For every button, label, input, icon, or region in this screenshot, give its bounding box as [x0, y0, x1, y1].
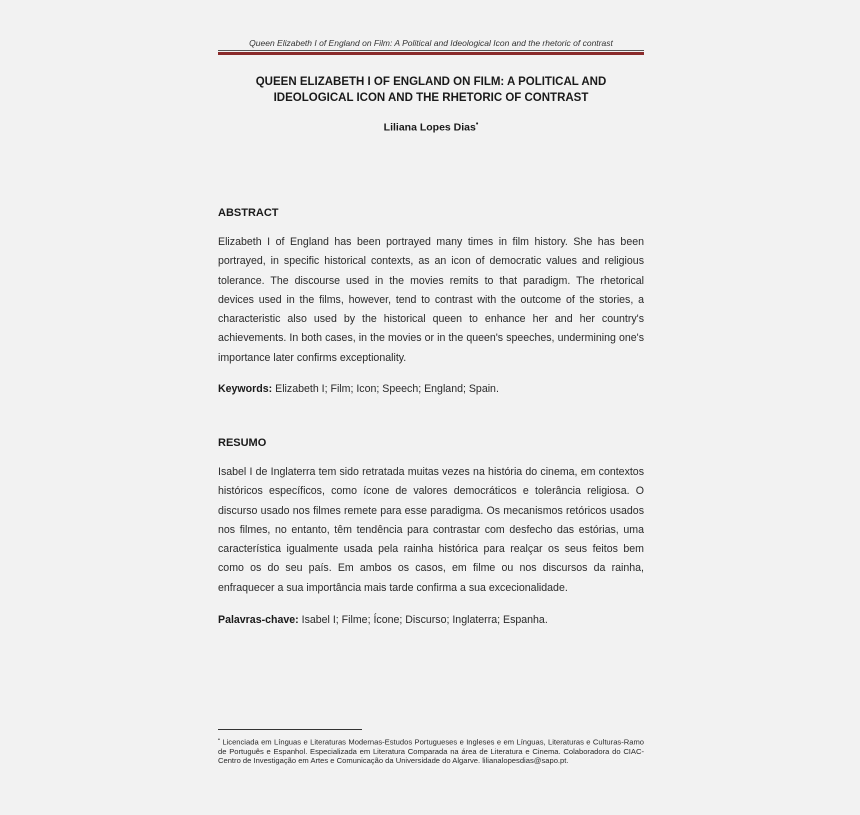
header-rule-thick [218, 52, 644, 55]
abstract-keywords [218, 383, 644, 395]
footnote [218, 736, 644, 766]
header-rule-thin [218, 50, 644, 51]
keywords-list: Elizabeth I; Film; Icon; Speech; England; Spain. [275, 383, 499, 395]
footnote-mark: • [218, 737, 220, 743]
resumo-heading: RESUMO [218, 437, 267, 449]
resumo-keywords [218, 614, 644, 626]
keywords-label: Keywords: [218, 383, 273, 395]
author-name: Liliana Lopes Dias [383, 121, 476, 134]
footnote-text: Licenciada em Línguas e Literaturas Modernas-Estudos Portugueses e Ingleses e em Línguas, Literaturas e Culturas-Ramo de Português e Espanhol. Especializada em Literatura Comparada na área de Literatura e Cinema. Colaboradora do CIAC-Centro de Investigação em Artes e Comunicação da Universidade do Algarve. lilianalopesdias@sapo.pt. [218, 737, 644, 766]
author-footnote-mark: • [475, 121, 479, 128]
abstract-text: Elizabeth I of England has been portrayed many times in film history. She has been portrayed, in specific historical contexts, as an icon of democratic values and religious tolerance. The discourse used in the movies remits to that paradigm. The rhetorical devices used in the films, however, tend to contrast with the outcome of the stories, a characteristic also used by the historical queen to enhance her and her country's achievements. In both cases, in the movies or in the queen's speeches, undermining one's importance later confirms exceptionality. [218, 236, 644, 364]
palavras-chave-label: Palavras-chave: [218, 614, 299, 626]
palavras-chave-list: Isabel I; Filme; Ícone; Discurso; Inglaterra; Espanha. [301, 614, 548, 626]
author-line [218, 121, 644, 134]
paper-title: QUEEN ELIZABETH I OF ENGLAND ON FILM: A POLITICAL AND IDEOLOGICAL ICON AND THE RHETORIC OF CONTRAST [255, 76, 607, 104]
resumo-text: Isabel I de Inglaterra tem sido retratada muitas vezes na história do cinema, em contextos históricos específicos, como ícone de valores democráticos e tolerância religiosa. O discurso usado nos filmes remete para esse paradigma. Os mecanismos retóricos usados nos filmes, no entanto, têm tendência para contrastar com desfecho das estórias, uma característica igualmente usada pela rainha histórica para realçar os seus feitos bem como os do seu país. Em ambos os casos, em filme ou nos discursos da rainha, enfraquecer a sua importância mais tarde confirma a sua excecionalidade. [218, 466, 644, 594]
footnote-rule [218, 729, 362, 730]
running-head: Queen Elizabeth I of England on Film: A Political and Ideological Icon and the rhetoric of contrast [249, 38, 613, 48]
abstract-heading: ABSTRACT [218, 207, 279, 219]
